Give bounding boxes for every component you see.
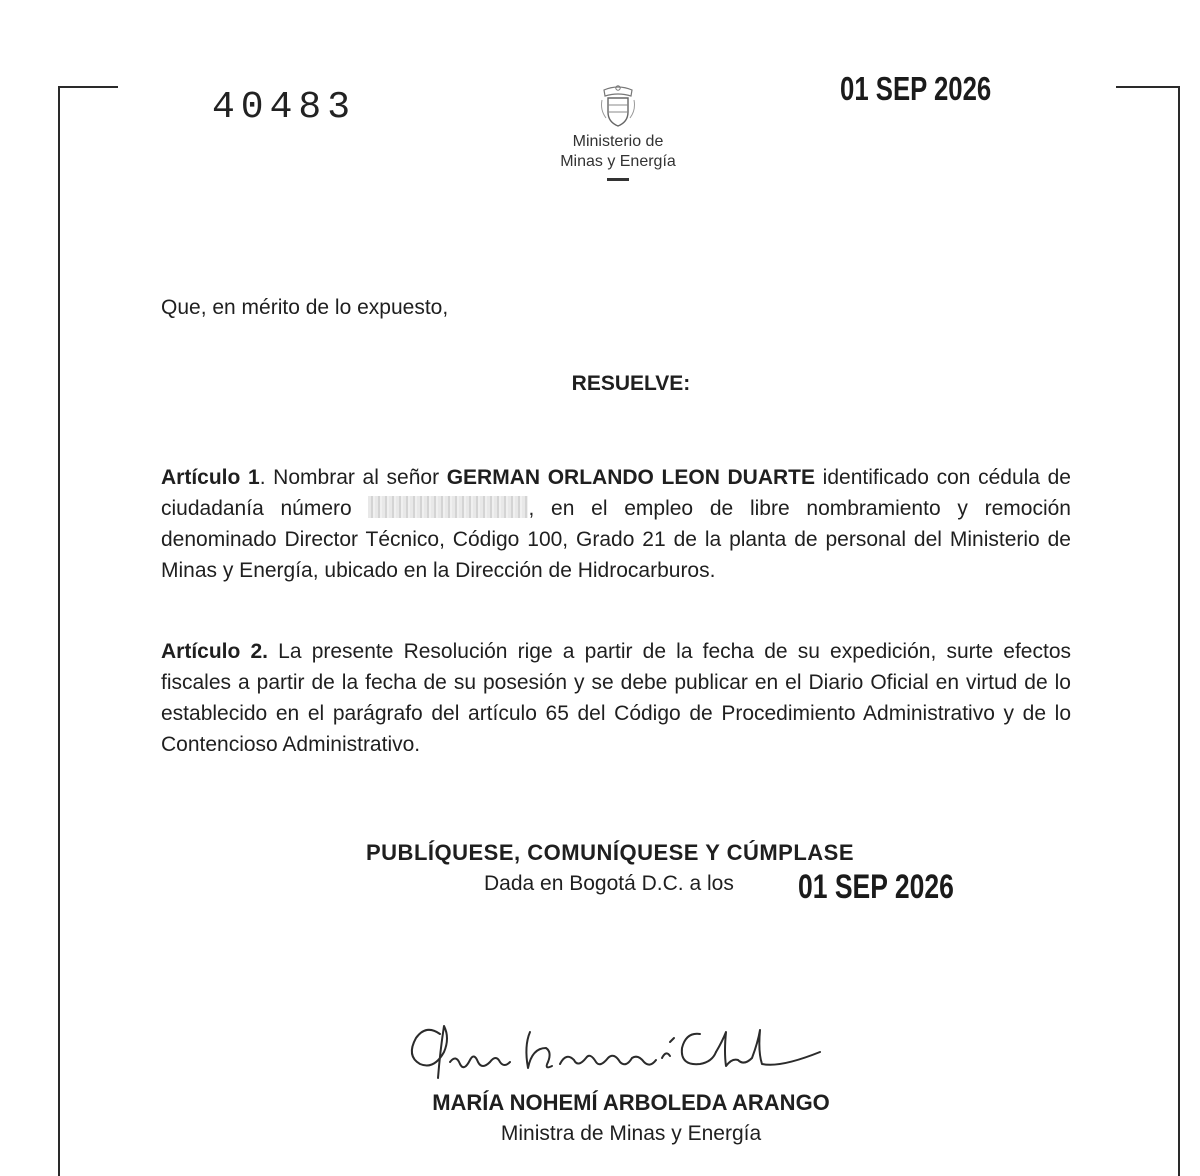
frame-right-line — [1178, 86, 1180, 1176]
article-2-text: La presente Resolución rige a partir de la fecha de su expedición, surte efectos fiscales a partir de la fecha de su posesión y se debe publicar en el Diario Oficial en virtud de lo establecido en el parágrafo del artículo 65 del Código de Procedimiento Administrativo y de lo Contencioso Administrativo. — [161, 640, 1071, 756]
handwritten-signature — [400, 1012, 830, 1092]
ministry-name-line1: Ministerio de — [572, 133, 664, 150]
logo-dash — [607, 178, 629, 181]
article-1-text-a: . Nombrar al señor — [259, 466, 447, 489]
frame-top-left-line — [58, 86, 118, 88]
ministry-name-line2: Minas y Energía — [560, 153, 676, 170]
appointee-name: GERMAN ORLANDO LEON DUARTE — [446, 466, 816, 489]
article-1-text-c: , en el empleo de libre nombramiento y remoción denominado Director Técnico, Código 100, Grado 21 de la planta de personal del Ministerio de Minas y Energía, ubicado en la Dirección de Hidrocarburos. — [161, 497, 1071, 582]
article-1-label: Artículo 1 — [161, 466, 260, 489]
resuelve-heading: RESUELVE: — [571, 372, 691, 395]
article-2-label: Artículo 2. — [161, 640, 269, 663]
signer-name: MARÍA NOHEMÍ ARBOLEDA ARANGO — [432, 1090, 830, 1115]
article-1 — [161, 462, 1071, 586]
article-1-text-b: identificado con cédula de ciudadanía número — [161, 466, 1071, 520]
date-stamp-top: 01 SEP 2026 — [840, 70, 992, 107]
article-2 — [161, 636, 1071, 760]
frame-left-line — [58, 86, 60, 1176]
colombia-coat-of-arms-icon — [598, 84, 638, 128]
given-at-text: Dada en Bogotá D.C. a los — [484, 872, 734, 895]
frame-top-right-line — [1116, 86, 1180, 88]
signer-title: Ministra de Minas y Energía — [500, 1122, 762, 1145]
ministry-logo — [530, 84, 706, 181]
redacted-id-number — [368, 496, 528, 518]
date-stamp-bottom: 01 SEP 2026 — [798, 868, 954, 906]
ministry-name — [530, 132, 706, 172]
closing-formula: PUBLÍQUESE, COMUNÍQUESE Y CÚMPLASE — [366, 840, 855, 865]
resolution-number: 40483 — [212, 86, 357, 129]
intro-text: Que, en mérito de lo expuesto, — [161, 296, 449, 319]
